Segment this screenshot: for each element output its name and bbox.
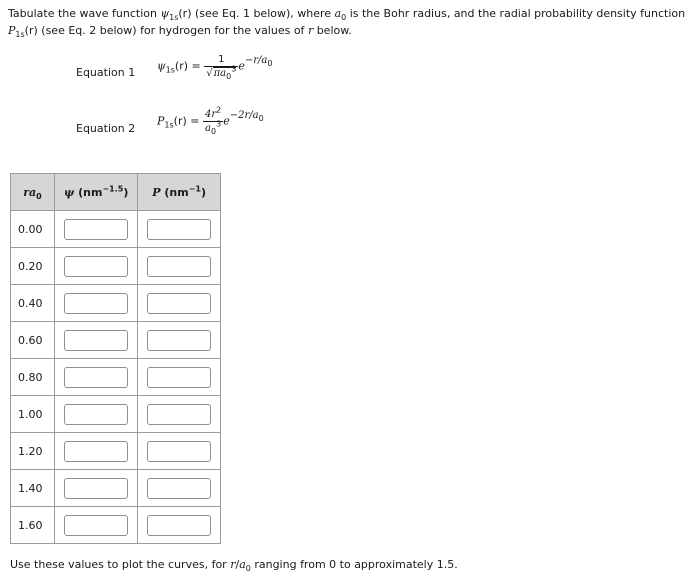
table-row bbox=[11, 211, 221, 248]
table-row bbox=[11, 507, 221, 544]
r-value-cell: 0.40 bbox=[11, 285, 55, 322]
subscript-0: 0 bbox=[226, 72, 232, 81]
psi-cell bbox=[55, 322, 138, 359]
psi-cell bbox=[55, 507, 138, 544]
exponent-power: −2r/a bbox=[229, 109, 259, 121]
subscript-0: 0 bbox=[341, 13, 347, 23]
p-input[interactable] bbox=[147, 404, 211, 425]
psi-cell bbox=[55, 285, 138, 322]
table-row bbox=[11, 322, 221, 359]
statement-text: is the Bohr radius, and the radial probability density function bbox=[346, 7, 686, 20]
instruction-text: ranging from 0 to approximately 1.5. bbox=[250, 558, 458, 571]
cube-exponent: 3 bbox=[231, 64, 237, 74]
p-symbol: P bbox=[152, 185, 161, 199]
p-cell bbox=[138, 433, 221, 470]
sqrt-radicand bbox=[213, 64, 237, 81]
r-symbol: r bbox=[230, 558, 236, 571]
equation-lhs-arg: (r) = bbox=[173, 114, 200, 128]
plot-instruction bbox=[10, 558, 458, 574]
equation-2-fraction bbox=[203, 105, 223, 136]
psi-cell bbox=[55, 433, 138, 470]
psi-input[interactable] bbox=[64, 515, 128, 536]
r-symbol: r bbox=[23, 185, 30, 199]
unit-close: ) bbox=[123, 185, 129, 199]
r-value-cell: 0.60 bbox=[11, 322, 55, 359]
subscript-0: 0 bbox=[211, 127, 217, 136]
header-psi bbox=[55, 174, 138, 211]
statement-text: below. bbox=[313, 24, 352, 37]
statement-text: Tabulate the wave function bbox=[8, 7, 161, 20]
psi-cell bbox=[55, 470, 138, 507]
p-input[interactable] bbox=[147, 515, 211, 536]
p-input[interactable] bbox=[147, 367, 211, 388]
subscript-0: 0 bbox=[258, 113, 264, 123]
p-symbol: P bbox=[8, 24, 16, 37]
unit-text: (nm bbox=[164, 185, 189, 199]
p-input[interactable] bbox=[147, 478, 211, 499]
p-symbol: P bbox=[157, 114, 165, 128]
p-cell bbox=[138, 322, 221, 359]
table-row bbox=[11, 248, 221, 285]
unit-exponent: −1 bbox=[188, 183, 201, 193]
bohr-radius-symbol: a bbox=[334, 7, 342, 20]
fraction-denominator bbox=[204, 66, 238, 79]
equation-1-fraction bbox=[204, 54, 238, 79]
psi-input[interactable] bbox=[64, 478, 128, 499]
unit-text: (nm bbox=[78, 185, 103, 199]
psi-cell bbox=[55, 248, 138, 285]
p-cell bbox=[138, 248, 221, 285]
equation-1-label: Equation 1 bbox=[76, 66, 136, 79]
r-value-cell: 1.20 bbox=[11, 433, 55, 470]
r-value-cell: 1.40 bbox=[11, 470, 55, 507]
numerator-4r: 4r bbox=[205, 109, 217, 120]
values-table bbox=[10, 173, 221, 544]
statement-text: (r) (see Eq. 1 below), where bbox=[178, 7, 335, 20]
r-value-cell: 0.00 bbox=[11, 211, 55, 248]
exponent bbox=[230, 110, 264, 121]
p-cell bbox=[138, 396, 221, 433]
r-value-cell: 0.20 bbox=[11, 248, 55, 285]
statement-line-2 bbox=[8, 22, 698, 39]
table-row bbox=[11, 285, 221, 322]
table-header-row bbox=[11, 174, 221, 211]
bohr-radius-symbol: a bbox=[29, 185, 37, 199]
problem-statement bbox=[8, 5, 698, 39]
psi-symbol: ψ bbox=[157, 59, 166, 73]
equation-2 bbox=[157, 105, 264, 136]
table-row bbox=[11, 433, 221, 470]
table-row bbox=[11, 396, 221, 433]
cube-exponent: 3 bbox=[216, 119, 222, 129]
subscript-1s: 1s bbox=[165, 65, 175, 75]
subscript-1s: 1s bbox=[15, 30, 25, 40]
psi-input[interactable] bbox=[64, 330, 128, 351]
subscript-1s: 1s bbox=[164, 120, 174, 130]
bohr-radius-symbol: a bbox=[239, 558, 246, 571]
fraction-denominator bbox=[203, 121, 223, 134]
r-value-cell: 1.60 bbox=[11, 507, 55, 544]
p-cell bbox=[138, 211, 221, 248]
psi-input[interactable] bbox=[64, 256, 128, 277]
psi-symbol: ψ bbox=[160, 7, 170, 20]
p-cell bbox=[138, 507, 221, 544]
equation-2-label: Equation 2 bbox=[76, 122, 136, 135]
r-value-cell: 0.80 bbox=[11, 359, 55, 396]
p-input[interactable] bbox=[147, 256, 211, 277]
unit-close: ) bbox=[200, 185, 207, 199]
subscript-0: 0 bbox=[267, 58, 273, 68]
subscript-1s: 1s bbox=[169, 13, 179, 23]
p-input[interactable] bbox=[147, 293, 211, 314]
p-input[interactable] bbox=[147, 441, 211, 462]
psi-cell bbox=[55, 396, 138, 433]
psi-input[interactable] bbox=[64, 404, 128, 425]
psi-input[interactable] bbox=[64, 441, 128, 462]
p-input[interactable] bbox=[147, 219, 211, 240]
instruction-text: Use these values to plot the curves, for bbox=[10, 558, 231, 571]
exponent bbox=[245, 55, 273, 66]
table-row bbox=[11, 470, 221, 507]
r-symbol: r bbox=[307, 24, 314, 37]
psi-input[interactable] bbox=[64, 293, 128, 314]
subscript-0: 0 bbox=[245, 564, 251, 574]
unit-exponent: −1.5 bbox=[102, 183, 124, 193]
psi-symbol: ψ bbox=[63, 185, 75, 199]
p-input[interactable] bbox=[147, 330, 211, 351]
equation-lhs-arg: (r) = bbox=[174, 59, 201, 73]
p-cell bbox=[138, 285, 221, 322]
psi-cell bbox=[55, 359, 138, 396]
header-r-over-a0 bbox=[11, 174, 55, 211]
statement-line-1 bbox=[8, 5, 698, 22]
exponent-power: −r/a bbox=[244, 54, 268, 66]
exponential-base: e bbox=[223, 114, 230, 128]
r-value-cell: 1.00 bbox=[11, 396, 55, 433]
p-cell bbox=[138, 359, 221, 396]
pi-a-symbol: πa bbox=[213, 68, 227, 79]
fraction-numerator: 1 bbox=[218, 54, 225, 65]
p-cell bbox=[138, 470, 221, 507]
table-row bbox=[11, 359, 221, 396]
slash: / bbox=[235, 558, 240, 571]
equation-1 bbox=[157, 54, 272, 79]
exponential-base: e bbox=[238, 59, 245, 73]
subscript-0: 0 bbox=[36, 191, 42, 201]
psi-input[interactable] bbox=[64, 367, 128, 388]
square-exponent: 2 bbox=[216, 105, 222, 115]
statement-text: (r) (see Eq. 2 below) for hydrogen for the values of bbox=[24, 24, 308, 37]
psi-input[interactable] bbox=[64, 219, 128, 240]
psi-cell bbox=[55, 211, 138, 248]
sqrt-sign: √ bbox=[206, 68, 213, 79]
bohr-radius-symbol: a bbox=[205, 123, 212, 134]
header-p bbox=[138, 174, 221, 211]
